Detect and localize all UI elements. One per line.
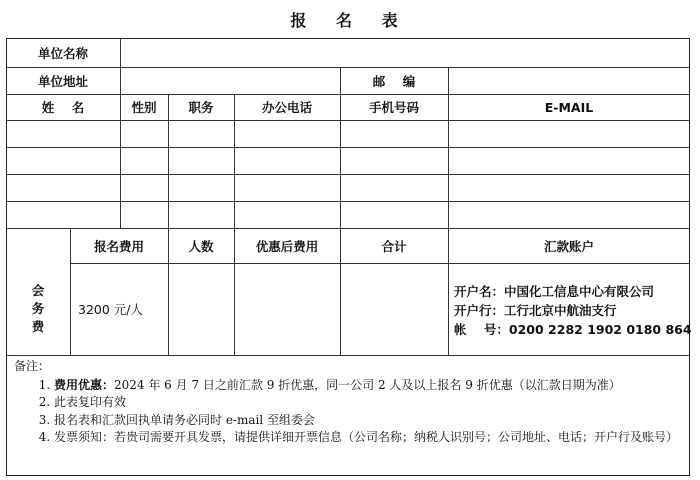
note-emphasis: 费用优惠： xyxy=(54,377,115,392)
note-text: 2024 年 6 月 7 日之前汇款 9 折优惠，同一公司 2 人及以上报名 9 折优惠（以汇款日期为准） xyxy=(114,377,621,392)
fee-side-label xyxy=(6,228,70,355)
unit-address-label: 单位地址 xyxy=(37,73,88,89)
account-bank: 开户行：工行北京中航油支行 xyxy=(454,303,617,318)
note-item: 4. 发票须知：若贵司需要开具发票，请提供详细开票信息（公司名称；纳税人识别号；公司地址、电话；开户行及账号） xyxy=(54,429,688,447)
notes-heading: 备注： xyxy=(14,359,51,373)
account-info xyxy=(454,282,692,339)
discounted-fee-field[interactable] xyxy=(235,264,340,355)
total-field[interactable] xyxy=(341,264,448,355)
notes-section xyxy=(14,358,688,447)
account-holder: 开户名：中国化工信息中心有限公司 xyxy=(454,284,655,299)
postcode-field[interactable] xyxy=(449,68,689,94)
unit-name-label: 单位名称 xyxy=(37,45,88,61)
count-field[interactable] xyxy=(169,264,234,355)
header-email: E-MAIL xyxy=(544,99,594,115)
unit-address-field[interactable] xyxy=(121,68,340,94)
header-count: 人数 xyxy=(188,238,214,254)
header-registration-fee: 报名费用 xyxy=(93,238,144,254)
attendee-row[interactable] xyxy=(6,121,690,147)
fee-side-char: 费 xyxy=(31,318,45,334)
header-total: 合计 xyxy=(381,238,407,254)
account-number: 帐 号：0200 2282 1902 0180 864 xyxy=(454,322,692,337)
header-position: 职务 xyxy=(188,100,214,115)
attendee-row[interactable] xyxy=(6,175,690,201)
header-mobile: 手机号码 xyxy=(368,100,419,115)
form-title: 报 名 表 xyxy=(290,11,410,30)
attendee-row[interactable] xyxy=(6,148,690,174)
header-name: 姓 名 xyxy=(41,100,85,115)
fee-price-value: 3200 元/人 xyxy=(78,302,143,317)
note-item: 2. 此表复印有效 xyxy=(54,394,688,412)
fee-side-char: 务 xyxy=(31,300,45,316)
header-gender: 性别 xyxy=(131,100,157,115)
row-divider xyxy=(6,355,690,356)
unit-name-field[interactable] xyxy=(121,39,689,67)
header-remit-account: 汇款账户 xyxy=(543,238,594,254)
attendee-row[interactable] xyxy=(6,202,690,228)
note-item: 3. 报名表和汇款回执单请务必同时 e-mail 至组委会 xyxy=(54,412,688,430)
header-discounted-fee: 优惠后费用 xyxy=(255,238,319,254)
fee-side-char: 会 xyxy=(31,282,45,298)
header-office-phone: 办公电话 xyxy=(261,100,312,115)
postcode-label: 邮 编 xyxy=(372,73,416,89)
note-item xyxy=(54,377,688,395)
